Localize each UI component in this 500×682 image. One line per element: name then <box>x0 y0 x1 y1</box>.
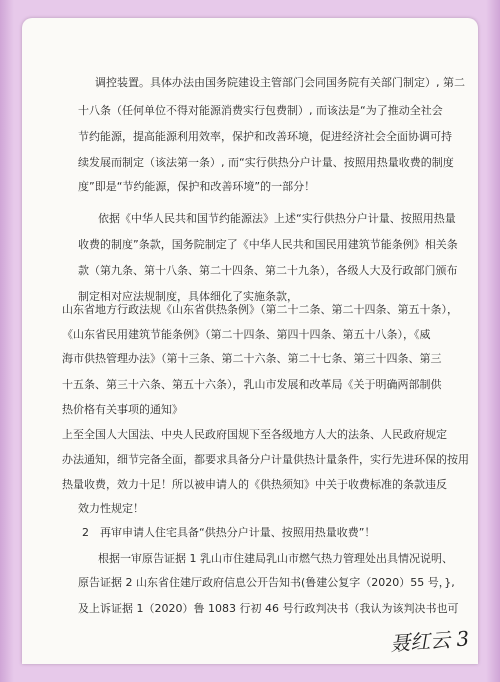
document-line: 热价格有关事项的通知》 <box>62 403 183 416</box>
handwritten-signature: 聂红云 3 <box>389 626 470 656</box>
document-line: 依据《中华人民共和国节约能源法》上述“实行供热分户计量、按照用热量 <box>98 212 456 225</box>
document-line: 款（第九条、第十八条、第二十四条、第二十九条），各级人大及行政部门颁布 <box>78 264 458 277</box>
document-line: 海市供热管理办法》（第十三条、第二十六条、第二十七条、第三十四条、第三 <box>62 352 442 365</box>
document-line: 十五条、第三十六条、第五十六条），乳山市发展和改革局《关于明确两部制供 <box>62 378 442 391</box>
document-line: 度”即是“节约能源，保护和改善环境”的一部分！ <box>78 180 316 193</box>
document-line: 续发展而制定（该法第一条）, 而“实行供热分户计量、按照用热量收费的制度 <box>78 156 454 169</box>
document-line: 热量收费，效力十足！所以被申请人的《供热须知》中关于收费标准的条款违反 <box>62 478 447 491</box>
document-line: 《山东省民用建筑节能条例》（第二十四条、第四十四条、第五十八条），《威 <box>62 328 431 341</box>
document-line: 根据一审原告证据 1 乳山市住建局乳山市燃气热力管理处出具情况说明、 <box>98 552 453 565</box>
document-line: 办法通知，细节完备全面，都要求具备分户计量供热计量条件，实行先进环保的按用 <box>62 453 469 466</box>
document-line: 收费的制度”条款，国务院制定了《中华人民共和国民用建筑节能条例》相关条 <box>78 238 458 251</box>
document-line: 原告证据 2 山东省住建厅政府信息公开告知书(鲁建公复字（2020）55 号，}, <box>78 576 455 589</box>
document-line: 2 再审申请人住宅具备“供热分户计量、按照用热量收费”！ <box>82 526 376 539</box>
document-line: 节约能源，提高能源利用效率，保护和改善环境，促进经济社会全面协调可持 <box>78 130 452 143</box>
document-line: 调控装置。具体办法由国务院建设主管部门会同国务院有关部门制定）, 第二 <box>95 76 465 89</box>
document-line: 十八条（任何单位不得对能源消费实行包费制）, 而该法是“为了推动全社会 <box>78 104 443 117</box>
document-line: 效力性规定！ <box>78 502 144 515</box>
document-line: 制定相对应法规制度，具体细化了实施条款， <box>78 290 298 303</box>
document-line: 山东省地方行政法规《山东省供热条例》（第二十二条、第二十四条、第五十条）， <box>62 303 458 316</box>
document-line: 上至全国人大国法、中央人民政府国规下至各级地方人大的法条、人民政府规定 <box>62 428 447 441</box>
document-line: 及上诉证据 1（2020）鲁 1083 行初 46 号行政判决书（我认为该判决书也可 <box>78 602 459 615</box>
